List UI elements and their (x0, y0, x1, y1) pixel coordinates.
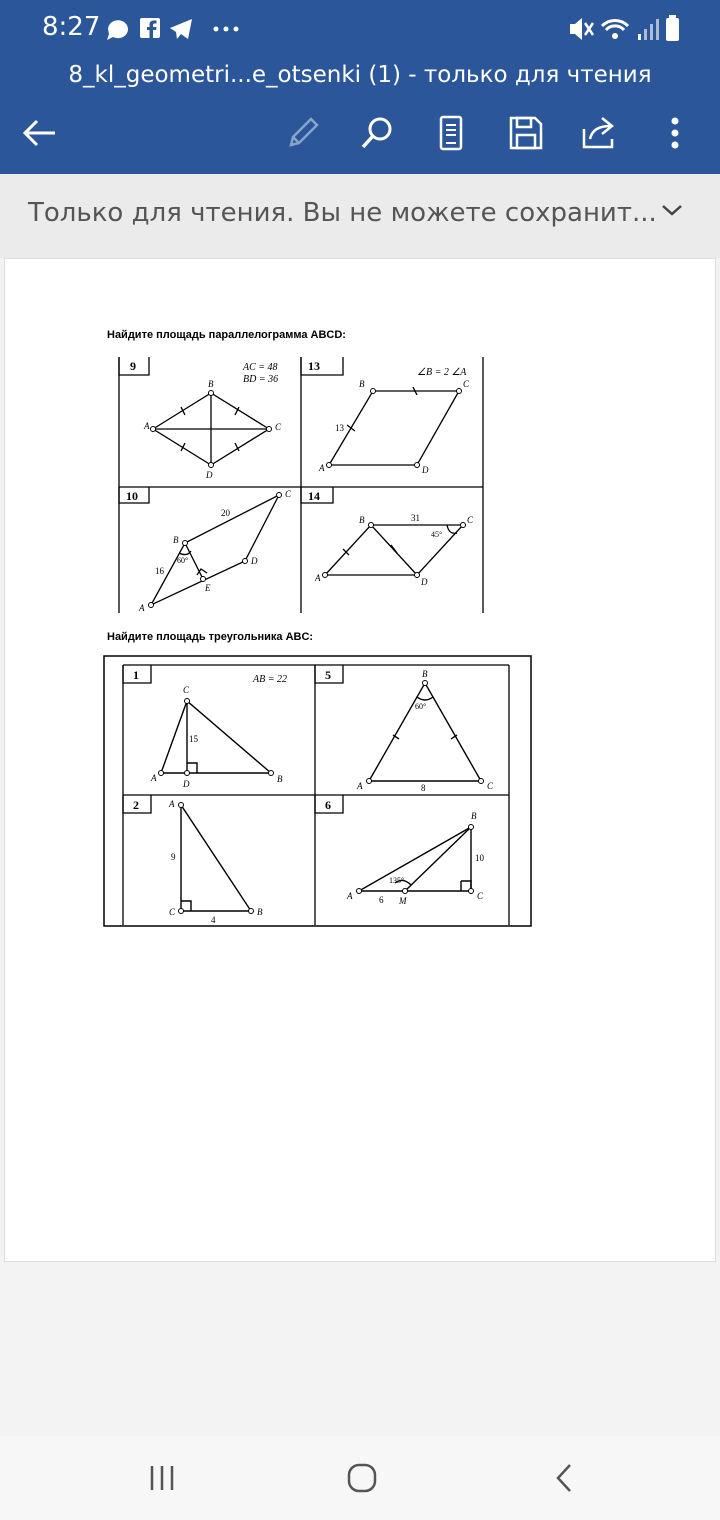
p10-bc-label: 20 (221, 508, 230, 518)
t6-vertex-a: A (347, 891, 353, 901)
more-notifications-icon (214, 27, 239, 32)
facebook-icon (140, 18, 160, 38)
p10-vertex-b: B (173, 535, 179, 545)
document-page[interactable] (4, 258, 716, 1262)
problem-1-number: 1 (133, 668, 139, 682)
p9-vertex-a: A (144, 421, 150, 431)
p13-vertex-b: B (359, 379, 365, 389)
mute-icon (570, 18, 593, 40)
p14-bc-label: 31 (411, 513, 420, 523)
readonly-banner[interactable] (0, 174, 720, 258)
problem-6-number: 6 (325, 798, 331, 812)
p9-bd-label: BD = 36 (243, 374, 279, 385)
problem-10-number: 10 (126, 489, 138, 503)
back-chevron-icon (552, 1462, 576, 1494)
t5-vertex-b: B (422, 669, 428, 679)
t1-vertex-d: D (183, 779, 190, 789)
problem-13-number: 13 (308, 359, 320, 373)
p14-vertex-c: C (467, 515, 474, 525)
more-options-button[interactable] (652, 110, 698, 156)
expand-banner-button[interactable] (660, 202, 684, 223)
chat-bubble-icon (107, 20, 128, 40)
system-back-button[interactable] (534, 1456, 594, 1500)
search-button[interactable] (354, 110, 400, 156)
p14-angle-label: 45° (431, 530, 443, 539)
t6-vertex-c: C (477, 891, 484, 901)
arrow-left-icon (19, 118, 59, 148)
readonly-message: Только для чтения. Вы не можете сохранит... (28, 198, 657, 228)
edit-button[interactable] (280, 110, 326, 156)
p10-vertex-e: E (205, 583, 211, 593)
t6-vertex-b: B (471, 811, 477, 821)
p13-vertex-c: C (463, 379, 470, 389)
t6-am-label: 6 (379, 895, 384, 905)
pencil-icon (285, 115, 321, 151)
search-icon (359, 115, 395, 151)
home-icon (345, 1461, 379, 1495)
t5-ac-label: 8 (421, 783, 426, 793)
t2-vertex-a: A (169, 799, 175, 809)
t5-angle-label: 60° (415, 702, 427, 711)
telegram-icon (170, 19, 192, 39)
t2-vertex-c: C (169, 907, 176, 917)
p10-vertex-c: C (285, 489, 292, 499)
signal-icon (638, 19, 659, 40)
heading-triangle: Найдите площадь треугольника ABC: (107, 631, 314, 643)
chevron-down-icon (660, 202, 684, 218)
back-button[interactable] (16, 110, 62, 156)
parallelogram-problems-figure (117, 357, 489, 613)
t1-vertex-c: C (183, 685, 190, 695)
p14-vertex-b: B (359, 515, 365, 525)
p13-vertex-a: A (319, 463, 325, 473)
p9-vertex-c: C (275, 422, 282, 432)
recent-apps-button[interactable] (132, 1456, 192, 1500)
p9-vertex-d: D (206, 470, 213, 480)
t1-ab-label: AB = 22 (253, 674, 287, 685)
system-navigation-bar (0, 1436, 720, 1520)
problem-2-number: 2 (133, 798, 139, 812)
p10-vertex-a: A (139, 603, 145, 613)
t6-bc-label: 10 (475, 853, 484, 863)
heading-parallelogram: Найдите площадь параллелограмма ABCD: (107, 329, 346, 341)
p14-vertex-d: D (421, 577, 428, 587)
status-system-icons (568, 14, 684, 49)
p10-angle-label: 60° (177, 556, 189, 565)
p13-condition: ∠B = 2 ∠A (417, 367, 467, 378)
t1-vertex-b: B (277, 774, 283, 784)
app-header (0, 0, 720, 174)
p14-vertex-a: A (315, 573, 321, 583)
t6-point-m: M (399, 896, 407, 906)
triangle-problems-figure (103, 655, 533, 929)
t2-cb-label: 4 (211, 915, 216, 925)
t1-height-label: 15 (189, 734, 198, 744)
mobile-view-icon (436, 115, 466, 151)
p10-ab-label: 16 (155, 566, 164, 576)
status-time: 8:27 (42, 12, 101, 42)
t1-vertex-a: A (151, 773, 157, 783)
problem-9-number: 9 (130, 359, 136, 373)
document-title: 8_kl_geometri...e_otsenki (1) - только для чтения (68, 62, 652, 88)
save-icon (508, 115, 544, 151)
battery-icon (666, 15, 679, 41)
problem-5-number: 5 (325, 668, 331, 682)
p10-vertex-d: D (251, 556, 258, 566)
share-icon (580, 115, 618, 151)
reading-view-button[interactable] (428, 110, 474, 156)
problem-14-number: 14 (308, 489, 320, 503)
p9-vertex-b: B (208, 379, 214, 389)
t2-ac-label: 9 (171, 852, 176, 862)
p9-ac-label: AC = 48 (243, 362, 278, 373)
more-vertical-icon (669, 115, 681, 151)
save-button[interactable] (503, 110, 549, 156)
home-button[interactable] (332, 1456, 392, 1500)
t2-vertex-b: B (257, 907, 263, 917)
p13-side-label: 13 (335, 423, 344, 433)
t5-vertex-c: C (487, 781, 494, 791)
status-notification-icons (106, 14, 256, 49)
wifi-icon (602, 20, 628, 39)
share-button[interactable] (576, 110, 622, 156)
t5-vertex-a: A (357, 781, 363, 791)
recent-apps-icon (147, 1463, 177, 1493)
t6-angle-label: 135° (389, 876, 405, 885)
p13-vertex-d: D (422, 465, 429, 475)
